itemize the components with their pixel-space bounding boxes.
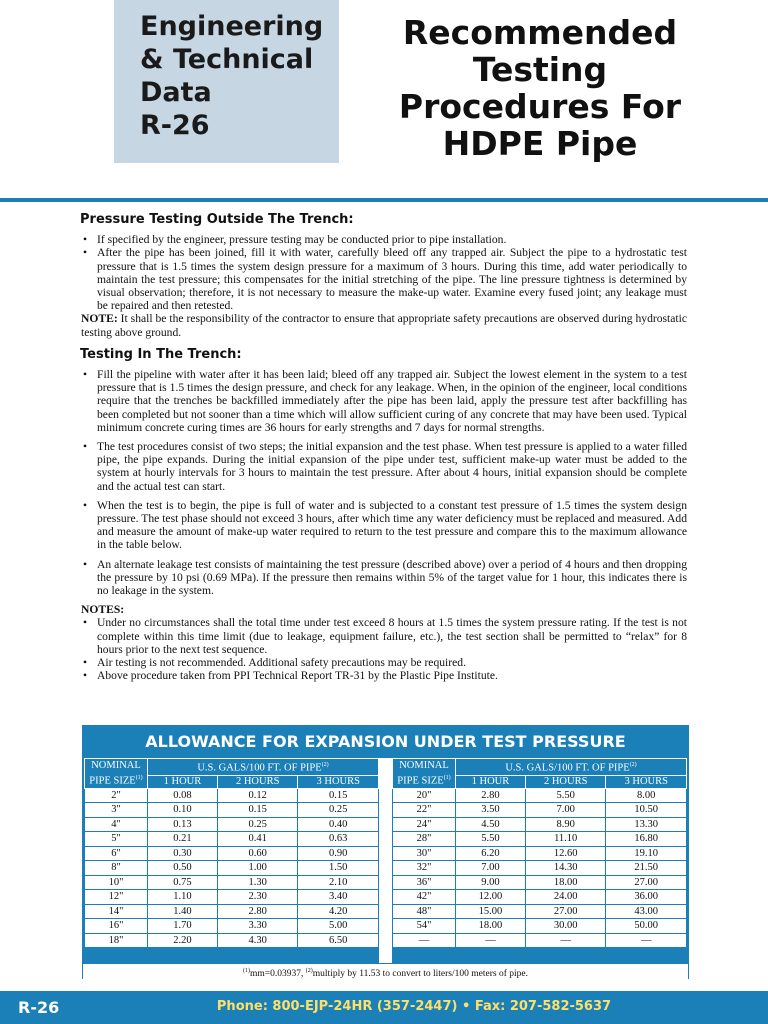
header-tag-line: R-26: [140, 110, 210, 141]
allowance-cell: 24.00: [525, 890, 606, 905]
allowance-cell: 27.00: [606, 875, 687, 890]
page-title: [372, 14, 708, 162]
allowance-cell: 0.25: [217, 817, 298, 832]
allowance-cell: 30.00: [525, 919, 606, 934]
contact-info: Phone: 800-EJP-24HR (357-2447) • Fax: 207-582-5637: [216, 999, 612, 1014]
table-row: [393, 817, 687, 832]
allowance-cell: 4.30: [217, 933, 298, 948]
table-row: [85, 817, 379, 832]
pipe-size-cell: 6": [85, 846, 148, 861]
table-title: ALLOWANCE FOR EXPANSION UNDER TEST PRESSURE: [145, 732, 626, 751]
table-row: [85, 803, 379, 818]
pipe-size-cell: 24": [393, 817, 456, 832]
column-header-hour: 3 HOURS: [298, 775, 379, 788]
page-title-line: Procedures For: [398, 87, 682, 126]
header-tag: [140, 10, 323, 142]
pipe-size-cell: 8": [85, 861, 148, 876]
column-header-gallons: U.S. GALS/100 FT. OF PIPE$^{(2)}$: [456, 759, 687, 776]
pipe-size-cell: 36": [393, 875, 456, 890]
pipe-size-cell: 4": [85, 817, 148, 832]
list-item: • The test procedures consist of two steps; the initial expansion and the test phase. When test pressure is applied to a water filled pipe, the pipe expands. During the initial expansion of the pipe under test, sufficient make-up water must be added to the system at hourly intervals for 3 hours to maintain the test pressure. After about 4 hours, initial expansion should be complete and the actual test can start.: [81, 440, 687, 493]
column-header-hour: 2 HOURS: [217, 775, 298, 788]
allowance-cell: 0.60: [217, 846, 298, 861]
column-header-hour: 1 HOUR: [148, 775, 218, 788]
allowance-cell: 2.80: [456, 788, 526, 803]
column-header-size: NOMINAL PIPE SIZE$^{(1)}$: [393, 759, 456, 789]
allowance-cell: 16.80: [606, 832, 687, 847]
allowance-cell: 4.50: [456, 817, 526, 832]
section-heading: Pressure Testing Outside The Trench:: [80, 212, 354, 227]
table-row: [393, 904, 687, 919]
allowance-cell: 5.00: [298, 919, 379, 934]
allowance-cell: 6.50: [298, 933, 379, 948]
allowance-cell: 0.12: [217, 788, 298, 803]
allowance-cell: 0.41: [217, 832, 298, 847]
allowance-cell: 0.30: [148, 846, 218, 861]
table-row: [85, 904, 379, 919]
table-row: [393, 890, 687, 905]
column-header-gallons: U.S. GALS/100 FT. OF PIPE$^{(2)}$: [148, 759, 379, 776]
allowance-cell: 7.00: [525, 803, 606, 818]
header-tag-line: & Technical: [140, 44, 314, 75]
allowance-cell: 14.30: [525, 861, 606, 876]
pipe-size-cell: 5": [85, 832, 148, 847]
table-row: [393, 861, 687, 876]
list-item: • An alternate leakage test consists of maintaining the test pressure (described above) over a period of 4 hours and then dropping the pressure by 10 psi (0.69 MPa). If the pressure then remains within 5% of the target value for 1 hour, this indicates there is no leakage in the system.: [81, 558, 687, 598]
table-footnote: $^{(1)}$mm=0.03937, $^{(2)}$multiply by 11.53 to convert to liters/100 meters of pipe.: [83, 963, 688, 979]
allowance-cell: 50.00: [606, 919, 687, 934]
allowance-cell: 1.40: [148, 904, 218, 919]
allowance-cell: —: [525, 933, 606, 948]
table-divider: [379, 758, 392, 963]
pipe-size-cell: 18": [85, 933, 148, 948]
table-row: [85, 861, 379, 876]
allowance-cell: 0.21: [148, 832, 218, 847]
allowance-cell: —: [606, 933, 687, 948]
allowance-cell: 5.50: [456, 832, 526, 847]
allowance-cell: 0.10: [148, 803, 218, 818]
page-title-line: Recommended: [402, 13, 678, 52]
list-item: • Above procedure taken from PPI Technical Report TR-31 by the Plastic Pipe Institute.: [81, 669, 687, 682]
bullet-list: [81, 616, 687, 682]
allowance-cell: 0.15: [217, 803, 298, 818]
allowance-cell: 0.90: [298, 846, 379, 861]
allowance-cell: 10.50: [606, 803, 687, 818]
notes-heading: NOTES:: [81, 603, 125, 617]
table-row: [85, 933, 379, 948]
table-row: [85, 919, 379, 934]
allowance-cell: 43.00: [606, 904, 687, 919]
table-row: [85, 846, 379, 861]
allowance-cell: 3.30: [217, 919, 298, 934]
list-item: • When the test is to begin, the pipe is full of water and is subjected to a constant test pressure of 1.5 times the system design pressure. The test phase should not exceed 3 hours, after which time any water deficiency must be replaced and measured. Add and measure the amount of make-up water required to return to the test pressure and compare this to the maximum allowance in the table below.: [81, 499, 687, 552]
pipe-size-cell: 10": [85, 875, 148, 890]
page-title-line: HDPE Pipe: [442, 124, 638, 163]
column-header-hour: 3 HOURS: [606, 775, 687, 788]
header-divider: [0, 198, 768, 202]
note-label: NOTE:: [81, 312, 118, 326]
table-row: [85, 788, 379, 803]
allowance-cell: 0.08: [148, 788, 218, 803]
allowance-cell: 0.63: [298, 832, 379, 847]
list-item: • Air testing is not recommended. Additional safety precautions may be required.: [81, 656, 687, 669]
allowance-cell: 21.50: [606, 861, 687, 876]
list-item: • After the pipe has been joined, fill it with water, carefully bleed off any trapped air. Subject the pipe to a hydrostatic test pressure that is 1.5 times the system design pressure for a maximum of 3 hours. During this time, add water periodically to maintain the test pressure; this compensates for the initial stretching of the pipe. The line pressure tightness is determined by visual observation; therefore, it is not necessary to measure the make-up water. Examine every fused joint; any leakage must be repaired and then retested.: [81, 246, 687, 312]
allowance-cell: 1.30: [217, 875, 298, 890]
pipe-size-cell: —: [393, 933, 456, 948]
allowance-cell: 15.00: [456, 904, 526, 919]
footer-bar: [0, 991, 768, 1024]
allowance-cell: —: [456, 933, 526, 948]
pipe-size-cell: 2": [85, 788, 148, 803]
pipe-size-cell: 42": [393, 890, 456, 905]
pipe-size-cell: 12": [85, 890, 148, 905]
allowance-cell: 8.00: [606, 788, 687, 803]
table-row: [393, 803, 687, 818]
table-row: [85, 875, 379, 890]
table-row: [393, 832, 687, 847]
list-item: • Under no circumstances shall the total time under test exceed 8 hours at 1.5 times the system pressure rating. If the test is not complete within this time limit (due to leakage, equipment failure, etc.), the test section shall be permitted to “relax” for 8 hours prior to the next test sequence.: [81, 616, 687, 656]
pipe-size-cell: 30": [393, 846, 456, 861]
pipe-size-cell: 3": [85, 803, 148, 818]
allowance-cell: 0.15: [298, 788, 379, 803]
page-number: R-26: [18, 998, 60, 1017]
allowance-cell: 12.60: [525, 846, 606, 861]
table-row: [393, 875, 687, 890]
allowance-cell: 4.20: [298, 904, 379, 919]
allowance-cell: 3.40: [298, 890, 379, 905]
safety-note: [81, 312, 687, 338]
pipe-size-cell: 28": [393, 832, 456, 847]
pipe-size-cell: 14": [85, 904, 148, 919]
allowance-cell: 36.00: [606, 890, 687, 905]
table-row: [393, 919, 687, 934]
allowance-cell: 1.70: [148, 919, 218, 934]
allowance-cell: 5.50: [525, 788, 606, 803]
allowance-cell: 0.40: [298, 817, 379, 832]
table-row: [85, 832, 379, 847]
allowance-cell: 1.00: [217, 861, 298, 876]
allowance-cell: 3.50: [456, 803, 526, 818]
bullet-list: [81, 233, 687, 312]
column-header-hour: 2 HOURS: [525, 775, 606, 788]
column-header-size: NOMINAL PIPE SIZE$^{(1)}$: [85, 759, 148, 789]
header-tag-line: Engineering: [140, 11, 324, 42]
allowance-cell: 27.00: [525, 904, 606, 919]
table-right-half: [392, 758, 687, 948]
allowance-cell: 11.10: [525, 832, 606, 847]
pipe-size-cell: 16": [85, 919, 148, 934]
allowance-cell: 18.00: [525, 875, 606, 890]
list-item: • If specified by the engineer, pressure testing may be conducted prior to pipe installation.: [81, 233, 687, 246]
body-content: [81, 213, 687, 683]
header-tag-line: Data: [140, 77, 212, 108]
table-row: [393, 933, 687, 948]
allowance-cell: 2.20: [148, 933, 218, 948]
pipe-size-cell: 48": [393, 904, 456, 919]
section-heading: Testing In The Trench:: [80, 346, 242, 362]
allowance-cell: 2.10: [298, 875, 379, 890]
allowance-cell: 0.25: [298, 803, 379, 818]
allowance-cell: 1.50: [298, 861, 379, 876]
column-header-hour: 1 HOUR: [456, 775, 526, 788]
note-text: It shall be the responsibility of the contractor to ensure that appropriate safety precautions are observed during hydrostatic testing above ground.: [81, 312, 687, 339]
allowance-cell: 8.90: [525, 817, 606, 832]
allowance-cell: 19.10: [606, 846, 687, 861]
page-title-line: Testing: [472, 50, 608, 89]
allowance-cell: 2.80: [217, 904, 298, 919]
allowance-table: [82, 725, 689, 979]
pipe-size-cell: 32": [393, 861, 456, 876]
allowance-cell: 2.30: [217, 890, 298, 905]
pipe-size-cell: 20": [393, 788, 456, 803]
allowance-cell: 18.00: [456, 919, 526, 934]
allowance-cell: 0.13: [148, 817, 218, 832]
table-row: [393, 846, 687, 861]
bullet-list: [81, 368, 687, 597]
list-item: • Fill the pipeline with water after it has been laid; bleed off any trapped air. Subject the lowest element in the system to a test pressure that is 1.5 times the design pressure, and check for any leakage. When, in the opinion of the engineer, local conditions require that the trenches be backfilled immediately after the pipe has been laid, apply the pressure test after backfilling has been completed but not sooner than a time which will allow sufficient curing of any concrete that may have been used. Typical minimum concrete curing times are 36 hours for early strengths and 7 days for normal strengths.: [81, 368, 687, 434]
pipe-size-cell: 22": [393, 803, 456, 818]
allowance-cell: 6.20: [456, 846, 526, 861]
allowance-cell: 0.75: [148, 875, 218, 890]
allowance-cell: 9.00: [456, 875, 526, 890]
table-left-half: [84, 758, 379, 948]
allowance-cell: 13.30: [606, 817, 687, 832]
allowance-cell: 12.00: [456, 890, 526, 905]
allowance-cell: 7.00: [456, 861, 526, 876]
allowance-cell: 0.50: [148, 861, 218, 876]
table-row: [85, 890, 379, 905]
pipe-size-cell: 54": [393, 919, 456, 934]
allowance-cell: 1.10: [148, 890, 218, 905]
table-row: [393, 788, 687, 803]
